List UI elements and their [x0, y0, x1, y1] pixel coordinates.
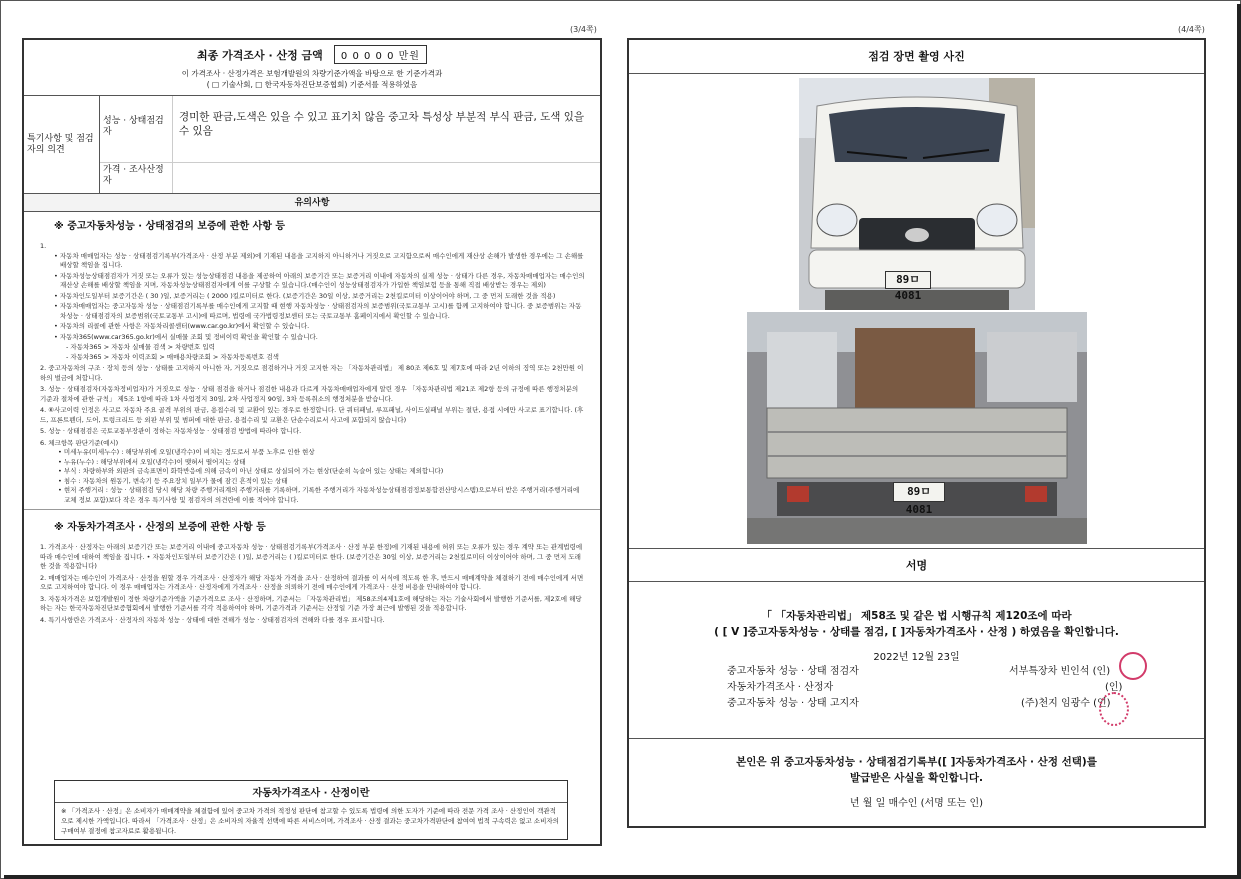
list-item: • 자동차 매매업자는 성능 · 상태점검기록부(가격조사 · 산정 부분 제외)에 기재된 내용을 고지하지 아니하거나 거짓으로 고지함으로써 매수인에게 재산상 손해가 발생한 경우에는 그 손해를 배상할 책임을 집니다. [54, 251, 584, 269]
sign-date: 2022년 12월 23일 [873, 652, 960, 663]
rear-photo [747, 312, 1087, 544]
list-item: • 자동차매매업자는 중고자동차 성능 · 상태점검기록부를 매수인에게 고지할 때 현행 자동차성능 · 상태점검자의 보증범위(국토교통부 고시)를 함께 고지하여야 합니다. 중 보증범위는 자동차성능 · 상태점검자의 보증범위(국토교통부 고시)에 따르며, 법령에 국가법령정보센터 또는 국토교통부 홈페이지에서 확인할 수 있습니다. [54, 302, 582, 320]
signer-appraiser-role: 자동차가격조사 · 산정자 [727, 682, 834, 693]
price-definition-text: ※ 「가격조사 · 산정」은 소비자가 매매계약을 체결함에 있어 중고차 가격의 적정성 판단에 참고할 수 있도록 법령에 의한 도자가 기준에 따라 전문 가격 조사 · 산정인이 객관적으로 제시한 가액입니다. 따라서 「가격조사 · 산정」은 소비자의 자율적 선택에 따른 서비스이며, 가격조사 · 산정 결과는 중고차가격판단에 참여여 법적 구속력은 없고 소비자의 구매여부 결정에 참고자료로 활용됩니다. [61, 807, 559, 835]
opinion-value-appraiser [173, 163, 600, 193]
list-item: 1. 가격조사 · 산정자는 아래의 보증기간 또는 보증거리 이내에 중고자동차 성능 · 상태점검기록부(가격조사 · 산정 부분 한정)에 기재된 내용에 허위 또는 오류가 있는 경우 계약 또는 관계법령에 따라 매수인에 대하여 책임을 집니다. • 자동차인도일부터 보증기간은 ( )일, 보증거리는 ( )킬로미터로 한다. (보증기간은 30일 이상, 보증거리는 2천킬로미터 이상이어야 하며, 그 중 먼저 도래한 것을 적용합니다) [40, 543, 583, 570]
final-price-amount: 0 0 0 0 0 만원 [334, 45, 427, 64]
list-item: 2. 매매업자는 매수인이 가격조사 · 산정을 원할 경우 가격조사 · 산정자가 해당 자동차 가격을 조사 · 산정하여 결과를 이 서식에 적도록 한 후, 반드시 매매계약을 체결하기 전에 매수인에게 서면으로 고지하여야 합니다. 이 경우 매매업자는 가격조사 · 산정자에게 가격조사 · 산정을 의뢰하기 전에 매수인에게 가격조사 · 산정 비용을 안내하여야 합니다. [40, 573, 584, 591]
front-photo [799, 78, 1035, 310]
price-definition-box [54, 780, 568, 840]
opinion-header: 특기사항 및 점검자의 의견 [24, 96, 100, 193]
criteria-item: • 미세누유(미세누수) : 해당부위에 오일(냉각수)이 비치는 정도로서 부품 노후로 인한 현상 [58, 448, 315, 456]
signer-appraiser-name: (인) [1105, 682, 1123, 693]
notifier-seal-stamp [1099, 692, 1129, 726]
opinion-row-appraiser [100, 163, 600, 193]
page-number-left: (3/4쪽) [570, 25, 597, 34]
price-items [24, 537, 600, 625]
photo-section-title: 점검 장면 촬영 사진 [629, 40, 1204, 74]
signer-inspector-name: 서부특장차 빈인석 (인) [1009, 666, 1111, 677]
front-license-plate: 89ㅁ4081 [885, 271, 931, 289]
list-subitem: - 자동차365 > 자동차 실매물 검색 > 차량번호 입력 [66, 343, 215, 351]
signature-section-title: 서명 [629, 548, 1204, 582]
final-price-note-2: ( □ 기술사회, □ 한국자동차진단보증협회) 기준서를 적용하였음 [206, 80, 418, 89]
opinion-value-inspector: 경미한 판금,도색은 있을 수 있고 표기치 않음 중고차 특성상 부분적 부식 판금, 도색 있을 수 있음 [179, 111, 585, 137]
criteria-item: • 현저 주행거리 : 성능 · 상태점검 당시 해당 차량 주행거리계의 주행거리를 기록하며, 기록한 주행거리가 자동차성능상태점검정보통합전산망시스템)으로부터 받은 주행거리(주행거리에 교체 정보 포함)보다 작은 경우 특기사항 및 점검자의 의견란에 이를 적어야 합니다. [58, 486, 580, 504]
list-item: • 자동차의 리콜에 관한 사항은 자동차리콜센터(www.car.go.kr)에서 확인할 수 있습니다. [54, 322, 310, 330]
opinion-label-appraiser: 가격 · 조사산정자 [100, 163, 173, 193]
left-page [22, 38, 602, 846]
receipt-confirmation [629, 754, 1204, 786]
list-item: • 자동차인도일부터 보증기간은 ( 30 )일, 보증거리는 ( 2000 )킬로미터로 한다. (보증기간은 30일 이상, 보증거리는 2천킬로미터 이상이어야 하며, 그 중 먼저 도래한 것을 적용) [54, 291, 556, 300]
final-price-section [24, 40, 600, 96]
receipt-confirmation-line-2: 발급받은 사실을 확인합니다. [849, 772, 983, 784]
list-subitem: - 자동차365 > 자동차 이력조회 > 매매용차량조회 > 자동차등록번호 검색 [66, 352, 279, 361]
criteria-item: • 부식 : 차량하부와 외판의 금속표면이 화학반응에 의해 금속이 아닌 상태로 상실되어 가는 현상(단순히 녹슬어 있는 상태는 제외합니다) [58, 467, 444, 475]
page-number-right: (4/4쪽) [1178, 25, 1205, 34]
list-item: 3. 성능 · 상태점검자(자동차정비업자)가 거짓으로 성능 · 상태 점검을 하거나 점검한 내용과 다르게 자동차매매업자에게 알린 경우 「자동차관리법 제21조 제2항 등의 규정에 따른 행정처분의 기준과 절차에 관한 규칙」 제5조 1항에 따라 1차 사업정지 30일, 2차 사업정지 90일, 3차 등록취소의 행정처분을 받습니다. [40, 385, 579, 403]
list-item: 4. ⑥사고이력 인정은 사고로 자동차 주요 골격 부위의 판금, 용접수리 및 교환이 있는 경우로 한정합니다. 단 쿼터패널, 루프패널, 사이드실패널 부위는 절단, 용접 시에만 사고로 표기합니다. (후드, 프론트펜더, 도어, 트렁크리드 등 외판 부위 및 범퍼에 대한 판금, 용접수리 및 교환은 단순수리로서 사고에 포함되지 않습니다) [40, 406, 584, 424]
signer-notifier-name: (주)천지 임광수 (인) [1021, 698, 1111, 709]
buyer-signature-line: 년 월 일 매수인 (서명 또는 인) [849, 798, 984, 809]
signer-inspector-role: 중고자동차 성능 · 상태 점검자 [727, 666, 859, 677]
section-title-price: ※ 자동차가격조사 · 산정의 보증에 관한 사항 등 [24, 509, 600, 537]
page-shadow-bottom [4, 875, 1241, 879]
divider [629, 738, 1204, 739]
final-price-note-1: 이 가격조사 · 산정가격은 보험개발원의 차량기준가액을 바탕으로 한 기준가격과 [181, 69, 443, 78]
receipt-confirmation-line-1: 본인은 위 중고자동차성능 · 상태점검기록부([ ]자동차가격조사 · 산정 선택)를 [736, 756, 1097, 768]
list-item: 4. 특기사항란은 가격조사 · 산정자의 자동차 성능 · 상태에 대한 견해가 성능 · 상태점검자의 견해와 다를 경우 표시합니다. [40, 615, 385, 624]
inspector-seal-stamp [1119, 652, 1147, 680]
performance-items [24, 236, 600, 505]
rear-license-plate: 89ㅁ4081 [893, 482, 945, 502]
opinion-label-inspector: 성능 · 상태점검자 [100, 96, 173, 162]
section-title-performance: ※ 중고자동차성능 · 상태점검의 보증에 관한 사항 등 [54, 221, 286, 232]
page-shadow-right [1237, 4, 1241, 879]
list-item: 2. 중고자동차의 구조 · 장치 등의 성능 · 상태를 고지하지 아니한 자, 거짓으로 점검하거나 거짓 고지한 자는 「자동차관리법」 제 80조 제6호 및 제7호에 따라 2년 이하의 징역 또는 2천만원 이하의 벌금에 처합니다. [40, 364, 584, 382]
signer-notifier-role: 중고자동차 성능 · 상태 고지자 [727, 698, 859, 709]
criteria-item: • 누유(누수) : 해당부위에서 오일(냉각수)이 맺혀서 떨어지는 상태 [58, 457, 246, 466]
notes-header: 유의사항 [24, 194, 600, 212]
list-item: • 자동차365(www.car365.go.kr)에서 실매물 조회 및 정비이력 확인을 확인할 수 있습니다. [54, 332, 318, 341]
law-statement [629, 608, 1204, 640]
law-statement-line-1: 「 「자동차관리법」 제58조 및 같은 법 시행규칙 제120조에 따라 [761, 610, 1072, 622]
opinion-section [24, 96, 600, 194]
law-statement-line-2: ( [ V ]중고자동차성능 · 상태를 점검, [ ]자동차가격조사 · 산정 ) 하였음을 확인합니다. [714, 626, 1119, 638]
list-item: • 자동차성능상태점검자가 거짓 또는 오류가 있는 성능상태점검 내용을 제공하여 아래의 보증기간 또는 보증거리 이내에 자동차의 실제 성능 · 상태가 다른 경우, 자동차매매업자는 매수인의 재산상 손해를 배상할 책임을 지며, 자동차성능상태점검자에게 이를 구상할 수 있습니다.(매수인이 성능상태점검자가 가입한 책임보험 등을 통해 직접 배상받는 경우는 제외) [54, 271, 585, 289]
opinion-row-inspector [100, 96, 600, 163]
final-price-title: 최종 가격조사 · 산정 금액 [197, 48, 323, 62]
list-item: 5. 성능 · 상태점검은 국토교통부장관이 정하는 자동차성능 · 상태점검 방법에 따라야 합니다. [40, 427, 302, 435]
list-item: 3. 자동차가격은 보험개발원이 정한 차량기준가액을 기준가격으로 조사 · 산정하며, 기준서는 「자동차관리법」 제58조의4제1호에 해당하는 자는 기술사회에서 발행한 기준서를, 제2호에 해당하는 자는 한국자동차진단보증협회에서 발행한 기준서를 각각 적용하여야 하며, 기준가격과 기준서는 산정일 기준 가장 최근에 발행된 것을 적용합니다. [40, 594, 582, 612]
right-page [627, 38, 1206, 828]
item-number: 1. [40, 242, 47, 250]
price-definition-title: 자동차가격조사 · 산정이란 [55, 781, 567, 803]
list-item: 6. 체크항목 판단기준(예시) [40, 438, 119, 447]
criteria-item: • 침수 : 자동차의 원동기, 변속기 등 주요장치 일부가 물에 잠긴 흔적이 있는 상태 [58, 476, 288, 485]
